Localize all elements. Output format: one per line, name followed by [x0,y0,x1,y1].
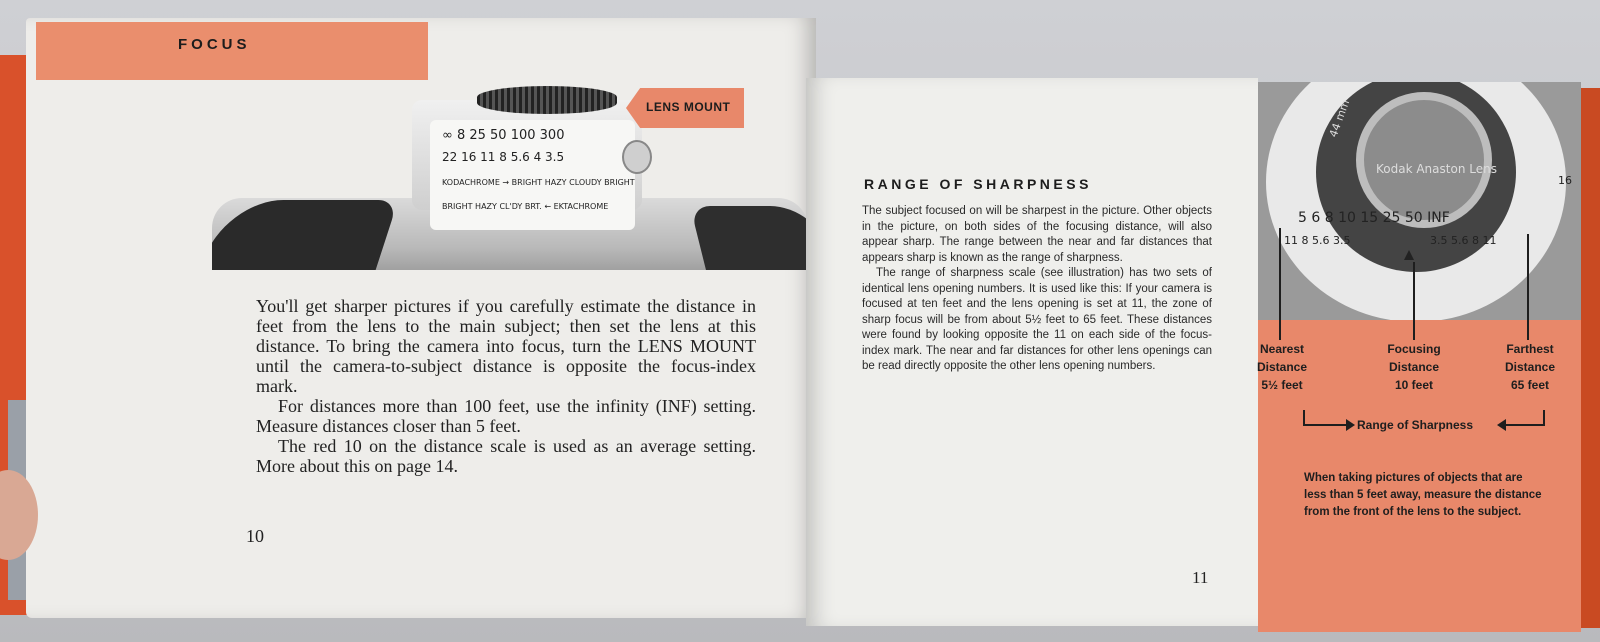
film-scale-row-1: KODACHROME → BRIGHT HAZY CLOUDY BRIGHT [442,178,635,187]
page-number-left: 10 [246,526,264,546]
focus-body-text [256,296,756,476]
film-scale-row-2: BRIGHT HAZY CL'DY BRT. ← EKTACHROME [442,202,609,211]
farthest-callout-line [1527,234,1529,340]
ring-edge-number: 16 [1558,174,1572,187]
aperture-scale-right: 3.5 5.6 8 11 [1430,234,1497,247]
booklet-back-cover-edge [1581,88,1600,628]
farthest-distance-label: Farthest Distance 65 feet [1504,342,1556,392]
range-paragraph-1: The subject focused on will be sharpest in the picture. Other objects in the picture, on both sides of the focusing distance, will also appear sharp. The range between the near and far distances that appears sharp is known as the range of sharpness. [862,205,1212,264]
range-of-sharpness-label: Range of Sharpness [1357,418,1474,432]
page-number-right: 11 [1192,568,1209,587]
distance-scale-dial: 5 6 8 10 15 25 50 INF [1298,210,1450,226]
lens-closeup-photo [1258,82,1581,320]
aperture-scale-left: 11 8 5.6 3.5 [1284,234,1351,247]
focusing-callout-line [1413,262,1415,340]
focus-ring [477,86,617,114]
camera-leather-right [690,206,808,270]
nearest-callout-line [1279,228,1281,340]
lens-mount-callout-label: LENS MOUNT [646,100,731,114]
range-bracket-right-arm [1505,424,1545,426]
aperture-scale-row: 22 16 11 8 5.6 4 3.5 [442,150,565,164]
range-paragraph-2: The range of sharpness scale (see illustration) has two sets of identical lens opening numbers. It is used like this: If your camera is focused at ten feet and the lens opening is set at 11, the zone of sharp focus will be from about 5½ feet to 65 feet. These distances were found by looking opposite the 11 on each side of the focus-index mark. The near and far distances for other lens openings can be read directly opposite the other lens opening numbers. [862,267,1212,372]
lens-brand-text: Kodak Anaston Lens [1376,162,1497,176]
distance-scale-row: ∞ 8 25 50 100 300 [442,128,565,143]
shutter-knob [622,140,652,174]
lens-focal-length: 44 mm [1326,97,1353,140]
range-of-sharpness-title: RANGE OF SHARPNESS [864,176,1092,192]
exposure-scale-panel [430,120,635,230]
focus-index-mark [1404,250,1414,260]
range-of-sharpness-body [862,204,1212,375]
range-arrow-left-icon [1497,419,1506,431]
range-arrow-right-icon [1346,419,1355,431]
lens-glass [1356,92,1492,228]
focus-paragraph-1: You'll get sharper pictures if you carefully estimate the distance in feet from the lens to the main subject; then set the lens at this distance. To bring the camera into focus, turn the LENS MOUNT until the camera-to-subject distance is opposite the focus-index mark. [256,296,756,396]
focus-paragraph-2: For distances more than 100 feet, use the infinity (INF) setting. Measure distances closer than 5 feet. [256,396,756,436]
range-bracket-left-arm [1303,424,1349,426]
focus-paragraph-3: The red 10 on the distance scale is used as an average setting. More about this on page 14. [256,436,756,476]
focusing-distance-label: Focusing Distance 10 feet [1387,342,1441,392]
focus-section-title: FOCUS [178,36,251,53]
nearest-distance-label: Nearest Distance 5½ feet [1256,342,1308,392]
close-up-note: When taking pictures of objects that are less than 5 feet away, measure the distance from the front of the lens to the subject. [1304,472,1542,518]
